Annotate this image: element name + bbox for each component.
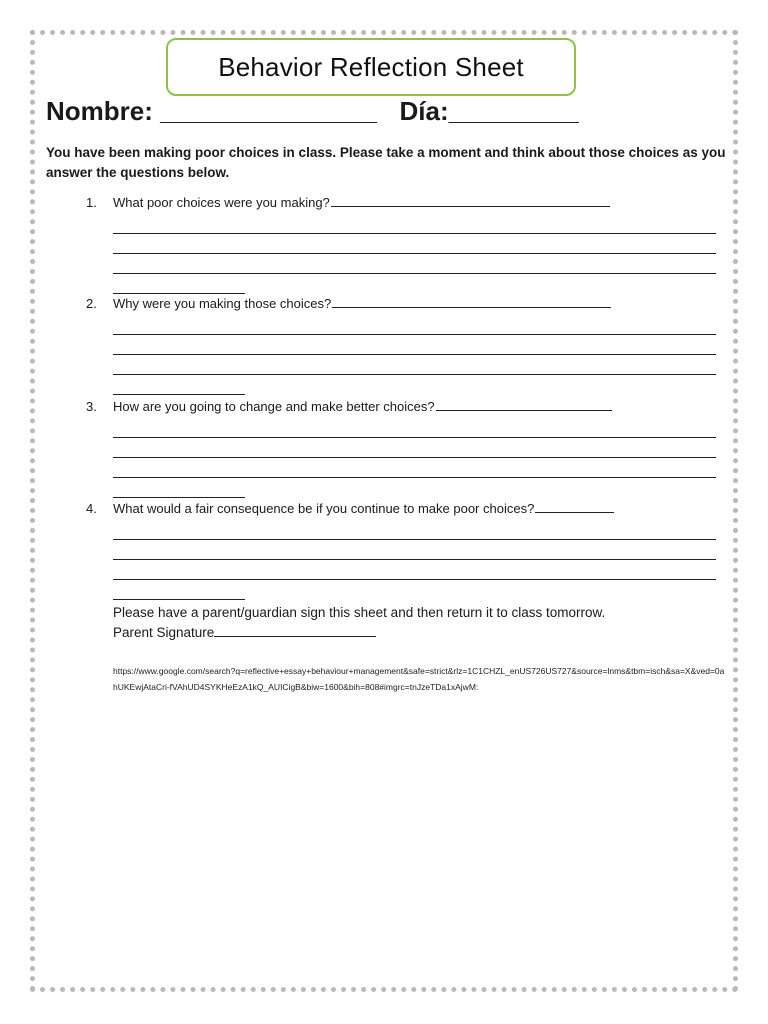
signature-row [113, 623, 605, 643]
question-3 [86, 398, 726, 498]
question-number: 3. [86, 399, 97, 414]
name-date-row [46, 96, 726, 127]
answer-line[interactable] [113, 458, 716, 478]
question-1 [86, 194, 726, 294]
question-number: 4. [86, 501, 97, 516]
answer-line[interactable] [113, 560, 716, 580]
answer-line-short[interactable] [113, 478, 245, 498]
question-text: Why were you making those choices? [113, 296, 332, 311]
answer-line[interactable] [113, 254, 716, 274]
answer-line[interactable] [113, 214, 716, 234]
answer-line[interactable] [113, 520, 716, 540]
answer-blank-inline[interactable] [436, 398, 612, 411]
question-number: 2. [86, 296, 97, 311]
question-text: What would a fair consequence be if you continue to make poor choices? [113, 501, 535, 516]
title-box [166, 38, 576, 96]
answer-line-short[interactable] [113, 375, 245, 395]
answer-line[interactable] [113, 355, 716, 375]
question-number: 1. [86, 195, 97, 210]
answer-line[interactable] [113, 234, 716, 254]
answer-line-short[interactable] [113, 580, 245, 600]
answer-blank-inline[interactable] [332, 295, 611, 308]
question-4 [86, 500, 726, 600]
dia-field[interactable]: Día:_________ [399, 96, 579, 126]
question-text: How are you going to change and make better choices? [113, 399, 435, 414]
answer-blank-inline[interactable] [535, 500, 614, 513]
answer-line[interactable] [113, 438, 716, 458]
answer-line-short[interactable] [113, 274, 245, 294]
question-2 [86, 295, 726, 395]
answer-line[interactable] [113, 418, 716, 438]
answer-line[interactable] [113, 315, 716, 335]
answer-line[interactable] [113, 335, 716, 355]
nombre-field[interactable]: Nombre: _______________ [46, 96, 378, 126]
question-text: What poor choices were you making? [113, 195, 330, 210]
page-title: Behavior Reflection Sheet [218, 51, 524, 82]
instructions-paragraph: You have been making poor choices in class. Please take a moment and think about those choices as you answer the questions below. [46, 145, 726, 180]
signature-blank[interactable] [214, 624, 376, 637]
parent-instruction: Please have a parent/guardian sign this sheet and then return it to class tomorrow. [113, 605, 606, 620]
answer-blank-inline[interactable] [331, 194, 610, 207]
signature-label: Parent Signature [113, 625, 215, 640]
source-url: https://www.google.com/search?q=reflective+essay+behaviour+management&safe=strict&rlz=1C1CHZL_enUS726US727&source=lnms&tbm=isch&sa=X&ved=0ahUKEwjAtaCri-fVAhUD4SYKHeEzA1kQ_AUICigB&biw=1600&bih=808#imgrc=tnJzeTDa1xAjwM: [113, 666, 725, 692]
closing-section [113, 603, 605, 643]
answer-line[interactable] [113, 540, 716, 560]
